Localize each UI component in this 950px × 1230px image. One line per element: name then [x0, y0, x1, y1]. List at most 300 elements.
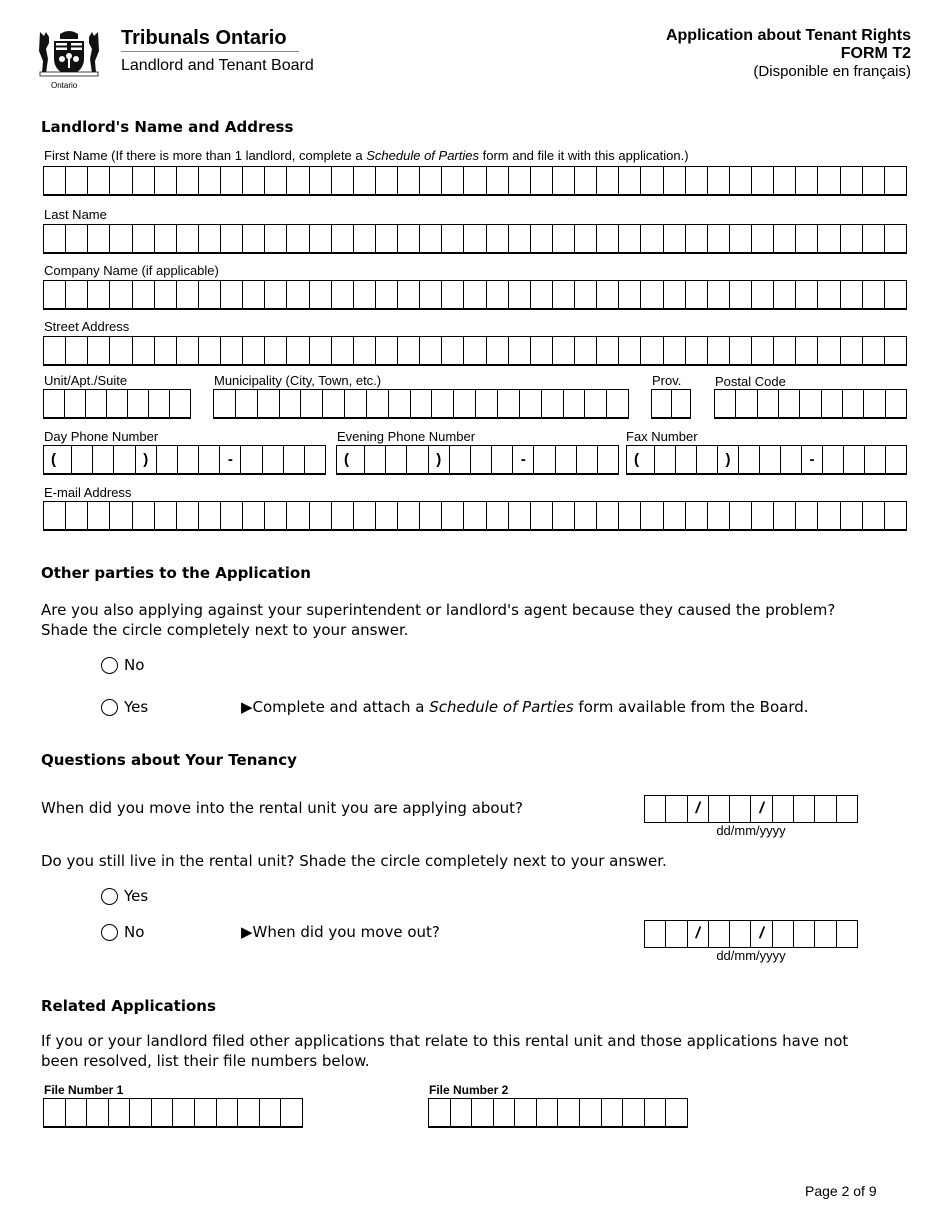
character-cell[interactable]: [243, 225, 265, 252]
character-cell[interactable]: [398, 225, 420, 252]
character-cell[interactable]: [815, 921, 836, 947]
character-cell[interactable]: [796, 502, 818, 529]
street-address-field[interactable]: [43, 336, 907, 366]
email-field[interactable]: [43, 501, 907, 531]
postal-code-field[interactable]: [714, 389, 907, 419]
character-cell[interactable]: [509, 281, 531, 308]
fax-field[interactable]: [626, 445, 907, 475]
character-cell[interactable]: [265, 281, 287, 308]
character-cell[interactable]: [287, 502, 309, 529]
character-cell[interactable]: [708, 167, 730, 194]
character-cell[interactable]: [472, 1099, 494, 1126]
character-cell[interactable]: [645, 796, 666, 822]
character-cell[interactable]: [863, 281, 885, 308]
character-cell[interactable]: [752, 337, 774, 364]
character-cell[interactable]: [864, 390, 885, 417]
unit-field[interactable]: [43, 389, 191, 419]
character-cell[interactable]: [652, 390, 672, 417]
character-cell[interactable]: ): [718, 446, 739, 473]
character-cell[interactable]: [354, 281, 376, 308]
character-cell[interactable]: [221, 281, 243, 308]
character-cell[interactable]: [730, 281, 752, 308]
character-cell[interactable]: [597, 167, 619, 194]
character-cell[interactable]: [575, 337, 597, 364]
character-cell[interactable]: [170, 390, 190, 417]
character-cell[interactable]: [818, 225, 840, 252]
character-cell[interactable]: [454, 390, 476, 417]
character-cell[interactable]: [823, 446, 844, 473]
character-cell[interactable]: [841, 167, 863, 194]
character-cell[interactable]: [199, 225, 221, 252]
character-cell[interactable]: [715, 390, 736, 417]
character-cell[interactable]: [730, 225, 752, 252]
character-cell[interactable]: [407, 446, 428, 473]
character-cell[interactable]: [686, 281, 708, 308]
character-cell[interactable]: [585, 390, 607, 417]
character-cell[interactable]: [238, 1099, 260, 1126]
character-cell[interactable]: [199, 446, 220, 473]
character-cell[interactable]: [794, 921, 815, 947]
character-cell[interactable]: [155, 502, 177, 529]
character-cell[interactable]: [72, 446, 93, 473]
character-cell[interactable]: [221, 167, 243, 194]
character-cell[interactable]: [263, 446, 284, 473]
character-cell[interactable]: [843, 390, 864, 417]
move-in-date-field[interactable]: [644, 795, 858, 823]
character-cell[interactable]: [577, 446, 598, 473]
character-cell[interactable]: [752, 167, 774, 194]
character-cell[interactable]: [641, 502, 663, 529]
municipality-field[interactable]: [213, 389, 629, 419]
character-cell[interactable]: [863, 502, 885, 529]
character-cell[interactable]: [130, 1099, 152, 1126]
character-cell[interactable]: [178, 446, 199, 473]
character-cell[interactable]: [558, 1099, 580, 1126]
character-cell[interactable]: [752, 225, 774, 252]
character-cell[interactable]: [818, 281, 840, 308]
character-cell[interactable]: [623, 1099, 645, 1126]
character-cell[interactable]: [664, 502, 686, 529]
character-cell[interactable]: [645, 1099, 667, 1126]
character-cell[interactable]: -: [802, 446, 823, 473]
character-cell[interactable]: [287, 281, 309, 308]
character-cell[interactable]: [107, 390, 128, 417]
character-cell[interactable]: /: [688, 921, 709, 947]
character-cell[interactable]: [199, 167, 221, 194]
character-cell[interactable]: [886, 446, 906, 473]
character-cell[interactable]: [280, 390, 302, 417]
file-number-2-field[interactable]: [428, 1098, 688, 1128]
character-cell[interactable]: [709, 796, 730, 822]
character-cell[interactable]: [841, 225, 863, 252]
character-cell[interactable]: [773, 921, 794, 947]
character-cell[interactable]: [88, 225, 110, 252]
character-cell[interactable]: [885, 502, 906, 529]
character-cell[interactable]: [815, 796, 836, 822]
character-cell[interactable]: [619, 502, 641, 529]
character-cell[interactable]: [664, 167, 686, 194]
character-cell[interactable]: [509, 225, 531, 252]
character-cell[interactable]: [177, 167, 199, 194]
character-cell[interactable]: [149, 390, 170, 417]
character-cell[interactable]: [597, 337, 619, 364]
character-cell[interactable]: [66, 225, 88, 252]
character-cell[interactable]: [841, 281, 863, 308]
character-cell[interactable]: [553, 337, 575, 364]
character-cell[interactable]: [730, 502, 752, 529]
character-cell[interactable]: -: [220, 446, 241, 473]
character-cell[interactable]: [774, 281, 796, 308]
character-cell[interactable]: [65, 390, 86, 417]
character-cell[interactable]: [602, 1099, 624, 1126]
evening-phone-field[interactable]: [336, 445, 619, 475]
character-cell[interactable]: [243, 337, 265, 364]
character-cell[interactable]: [332, 167, 354, 194]
character-cell[interactable]: [841, 502, 863, 529]
character-cell[interactable]: [664, 337, 686, 364]
character-cell[interactable]: [487, 502, 509, 529]
character-cell[interactable]: [619, 337, 641, 364]
radio-circle-icon[interactable]: [101, 924, 118, 941]
character-cell[interactable]: [464, 225, 486, 252]
character-cell[interactable]: [708, 502, 730, 529]
character-cell[interactable]: [236, 390, 258, 417]
character-cell[interactable]: (: [627, 446, 655, 473]
character-cell[interactable]: [781, 446, 802, 473]
character-cell[interactable]: [354, 337, 376, 364]
character-cell[interactable]: [686, 225, 708, 252]
character-cell[interactable]: [451, 1099, 473, 1126]
character-cell[interactable]: [345, 390, 367, 417]
character-cell[interactable]: [281, 1099, 302, 1126]
character-cell[interactable]: [487, 167, 509, 194]
character-cell[interactable]: [709, 921, 730, 947]
character-cell[interactable]: [531, 502, 553, 529]
character-cell[interactable]: ): [429, 446, 450, 473]
character-cell[interactable]: [110, 225, 132, 252]
character-cell[interactable]: [774, 502, 796, 529]
character-cell[interactable]: [310, 502, 332, 529]
character-cell[interactable]: [641, 281, 663, 308]
character-cell[interactable]: /: [751, 921, 772, 947]
character-cell[interactable]: [110, 281, 132, 308]
character-cell[interactable]: [265, 502, 287, 529]
character-cell[interactable]: [607, 390, 628, 417]
character-cell[interactable]: [597, 225, 619, 252]
character-cell[interactable]: [86, 390, 107, 417]
character-cell[interactable]: [376, 281, 398, 308]
character-cell[interactable]: [420, 281, 442, 308]
character-cell[interactable]: [323, 390, 345, 417]
character-cell[interactable]: ): [136, 446, 157, 473]
character-cell[interactable]: [837, 796, 857, 822]
character-cell[interactable]: [133, 502, 155, 529]
character-cell[interactable]: [686, 167, 708, 194]
character-cell[interactable]: [664, 281, 686, 308]
character-cell[interactable]: [531, 337, 553, 364]
character-cell[interactable]: [464, 337, 486, 364]
character-cell[interactable]: [221, 502, 243, 529]
character-cell[interactable]: [429, 1099, 451, 1126]
character-cell[interactable]: [686, 337, 708, 364]
character-cell[interactable]: [515, 1099, 537, 1126]
character-cell[interactable]: [420, 225, 442, 252]
character-cell[interactable]: [88, 281, 110, 308]
character-cell[interactable]: [389, 390, 411, 417]
character-cell[interactable]: [398, 167, 420, 194]
character-cell[interactable]: [492, 446, 513, 473]
character-cell[interactable]: [844, 446, 865, 473]
character-cell[interactable]: [487, 337, 509, 364]
character-cell[interactable]: [730, 337, 752, 364]
character-cell[interactable]: [88, 167, 110, 194]
character-cell[interactable]: [411, 390, 433, 417]
character-cell[interactable]: [221, 225, 243, 252]
character-cell[interactable]: [736, 390, 757, 417]
character-cell[interactable]: [575, 225, 597, 252]
character-cell[interactable]: [133, 337, 155, 364]
character-cell[interactable]: [450, 446, 471, 473]
character-cell[interactable]: [243, 167, 265, 194]
character-cell[interactable]: -: [513, 446, 534, 473]
character-cell[interactable]: [865, 446, 886, 473]
character-cell[interactable]: [195, 1099, 217, 1126]
character-cell[interactable]: [155, 225, 177, 252]
character-cell[interactable]: [442, 225, 464, 252]
radio-circle-icon[interactable]: [101, 699, 118, 716]
character-cell[interactable]: [739, 446, 760, 473]
character-cell[interactable]: [354, 225, 376, 252]
character-cell[interactable]: [553, 225, 575, 252]
character-cell[interactable]: [420, 337, 442, 364]
character-cell[interactable]: [432, 390, 454, 417]
character-cell[interactable]: [420, 167, 442, 194]
character-cell[interactable]: [365, 446, 386, 473]
character-cell[interactable]: [641, 167, 663, 194]
character-cell[interactable]: [758, 390, 779, 417]
character-cell[interactable]: [442, 281, 464, 308]
radio-circle-icon[interactable]: [101, 657, 118, 674]
character-cell[interactable]: [760, 446, 781, 473]
character-cell[interactable]: [66, 281, 88, 308]
character-cell[interactable]: [730, 921, 751, 947]
character-cell[interactable]: [752, 502, 774, 529]
character-cell[interactable]: [708, 337, 730, 364]
character-cell[interactable]: [885, 281, 906, 308]
character-cell[interactable]: [133, 167, 155, 194]
character-cell[interactable]: [199, 281, 221, 308]
character-cell[interactable]: [214, 390, 236, 417]
still-live-option-yes[interactable]: [101, 887, 148, 905]
character-cell[interactable]: [708, 281, 730, 308]
character-cell[interactable]: [354, 167, 376, 194]
character-cell[interactable]: [818, 337, 840, 364]
character-cell[interactable]: [841, 337, 863, 364]
character-cell[interactable]: [666, 1099, 687, 1126]
character-cell[interactable]: [287, 167, 309, 194]
character-cell[interactable]: [265, 167, 287, 194]
character-cell[interactable]: [44, 502, 66, 529]
character-cell[interactable]: [794, 796, 815, 822]
character-cell[interactable]: [332, 502, 354, 529]
character-cell[interactable]: [885, 337, 906, 364]
character-cell[interactable]: [537, 1099, 559, 1126]
character-cell[interactable]: [243, 502, 265, 529]
character-cell[interactable]: [110, 167, 132, 194]
radio-circle-icon[interactable]: [101, 888, 118, 905]
character-cell[interactable]: [773, 796, 794, 822]
character-cell[interactable]: [666, 921, 687, 947]
character-cell[interactable]: [494, 1099, 516, 1126]
character-cell[interactable]: [796, 337, 818, 364]
character-cell[interactable]: [509, 502, 531, 529]
character-cell[interactable]: [697, 446, 718, 473]
character-cell[interactable]: [619, 225, 641, 252]
character-cell[interactable]: /: [688, 796, 709, 822]
character-cell[interactable]: [520, 390, 542, 417]
character-cell[interactable]: [310, 167, 332, 194]
character-cell[interactable]: [752, 281, 774, 308]
character-cell[interactable]: [177, 281, 199, 308]
character-cell[interactable]: [376, 167, 398, 194]
character-cell[interactable]: [487, 281, 509, 308]
character-cell[interactable]: /: [751, 796, 772, 822]
file-number-1-field[interactable]: [43, 1098, 303, 1128]
character-cell[interactable]: [564, 390, 586, 417]
character-cell[interactable]: [88, 502, 110, 529]
character-cell[interactable]: [66, 337, 88, 364]
character-cell[interactable]: [531, 225, 553, 252]
character-cell[interactable]: [730, 167, 752, 194]
character-cell[interactable]: [442, 337, 464, 364]
character-cell[interactable]: [398, 502, 420, 529]
character-cell[interactable]: [109, 1099, 131, 1126]
character-cell[interactable]: [619, 281, 641, 308]
character-cell[interactable]: [531, 167, 553, 194]
character-cell[interactable]: [686, 502, 708, 529]
character-cell[interactable]: [645, 921, 666, 947]
character-cell[interactable]: [398, 337, 420, 364]
character-cell[interactable]: [464, 281, 486, 308]
character-cell[interactable]: [44, 167, 66, 194]
character-cell[interactable]: [676, 446, 697, 473]
character-cell[interactable]: [177, 337, 199, 364]
character-cell[interactable]: [553, 281, 575, 308]
character-cell[interactable]: [471, 446, 492, 473]
character-cell[interactable]: [133, 281, 155, 308]
character-cell[interactable]: [664, 225, 686, 252]
character-cell[interactable]: [487, 225, 509, 252]
character-cell[interactable]: [93, 446, 114, 473]
character-cell[interactable]: [556, 446, 577, 473]
character-cell[interactable]: (: [44, 446, 72, 473]
character-cell[interactable]: [818, 167, 840, 194]
character-cell[interactable]: [376, 502, 398, 529]
character-cell[interactable]: [66, 1099, 88, 1126]
character-cell[interactable]: [265, 225, 287, 252]
character-cell[interactable]: [155, 281, 177, 308]
character-cell[interactable]: [310, 337, 332, 364]
character-cell[interactable]: [133, 225, 155, 252]
character-cell[interactable]: [88, 337, 110, 364]
character-cell[interactable]: [464, 167, 486, 194]
character-cell[interactable]: [598, 446, 618, 473]
character-cell[interactable]: [217, 1099, 239, 1126]
character-cell[interactable]: [708, 225, 730, 252]
character-cell[interactable]: [332, 225, 354, 252]
character-cell[interactable]: [420, 502, 442, 529]
character-cell[interactable]: [44, 1099, 66, 1126]
character-cell[interactable]: [128, 390, 149, 417]
character-cell[interactable]: [619, 167, 641, 194]
character-cell[interactable]: [597, 502, 619, 529]
character-cell[interactable]: [863, 225, 885, 252]
character-cell[interactable]: [332, 337, 354, 364]
character-cell[interactable]: [575, 502, 597, 529]
other-parties-option-no[interactable]: [101, 656, 144, 674]
other-parties-option-yes[interactable]: [101, 698, 148, 716]
character-cell[interactable]: [221, 337, 243, 364]
character-cell[interactable]: [155, 167, 177, 194]
character-cell[interactable]: [553, 167, 575, 194]
character-cell[interactable]: [666, 796, 687, 822]
character-cell[interactable]: [534, 446, 555, 473]
character-cell[interactable]: [863, 167, 885, 194]
character-cell[interactable]: [863, 337, 885, 364]
day-phone-field[interactable]: [43, 445, 326, 475]
character-cell[interactable]: [110, 337, 132, 364]
character-cell[interactable]: [476, 390, 498, 417]
character-cell[interactable]: [796, 167, 818, 194]
character-cell[interactable]: [310, 281, 332, 308]
character-cell[interactable]: [287, 337, 309, 364]
character-cell[interactable]: [597, 281, 619, 308]
character-cell[interactable]: [774, 337, 796, 364]
character-cell[interactable]: [796, 225, 818, 252]
character-cell[interactable]: [173, 1099, 195, 1126]
move-out-date-field[interactable]: [644, 920, 858, 948]
character-cell[interactable]: [44, 390, 65, 417]
character-cell[interactable]: (: [337, 446, 365, 473]
character-cell[interactable]: [655, 446, 676, 473]
character-cell[interactable]: [177, 502, 199, 529]
character-cell[interactable]: [310, 225, 332, 252]
character-cell[interactable]: [376, 225, 398, 252]
character-cell[interactable]: [44, 337, 66, 364]
character-cell[interactable]: [152, 1099, 174, 1126]
character-cell[interactable]: [509, 337, 531, 364]
character-cell[interactable]: [672, 390, 691, 417]
character-cell[interactable]: [367, 390, 389, 417]
province-field[interactable]: [651, 389, 691, 419]
character-cell[interactable]: [260, 1099, 282, 1126]
character-cell[interactable]: [442, 502, 464, 529]
character-cell[interactable]: [354, 502, 376, 529]
character-cell[interactable]: [44, 281, 66, 308]
character-cell[interactable]: [531, 281, 553, 308]
character-cell[interactable]: [442, 167, 464, 194]
still-live-option-no[interactable]: [101, 923, 144, 941]
character-cell[interactable]: [110, 502, 132, 529]
character-cell[interactable]: [66, 167, 88, 194]
character-cell[interactable]: [265, 337, 287, 364]
character-cell[interactable]: [553, 502, 575, 529]
character-cell[interactable]: [301, 390, 323, 417]
company-name-field[interactable]: [43, 280, 907, 310]
character-cell[interactable]: [774, 167, 796, 194]
character-cell[interactable]: [386, 446, 407, 473]
character-cell[interactable]: [885, 167, 906, 194]
